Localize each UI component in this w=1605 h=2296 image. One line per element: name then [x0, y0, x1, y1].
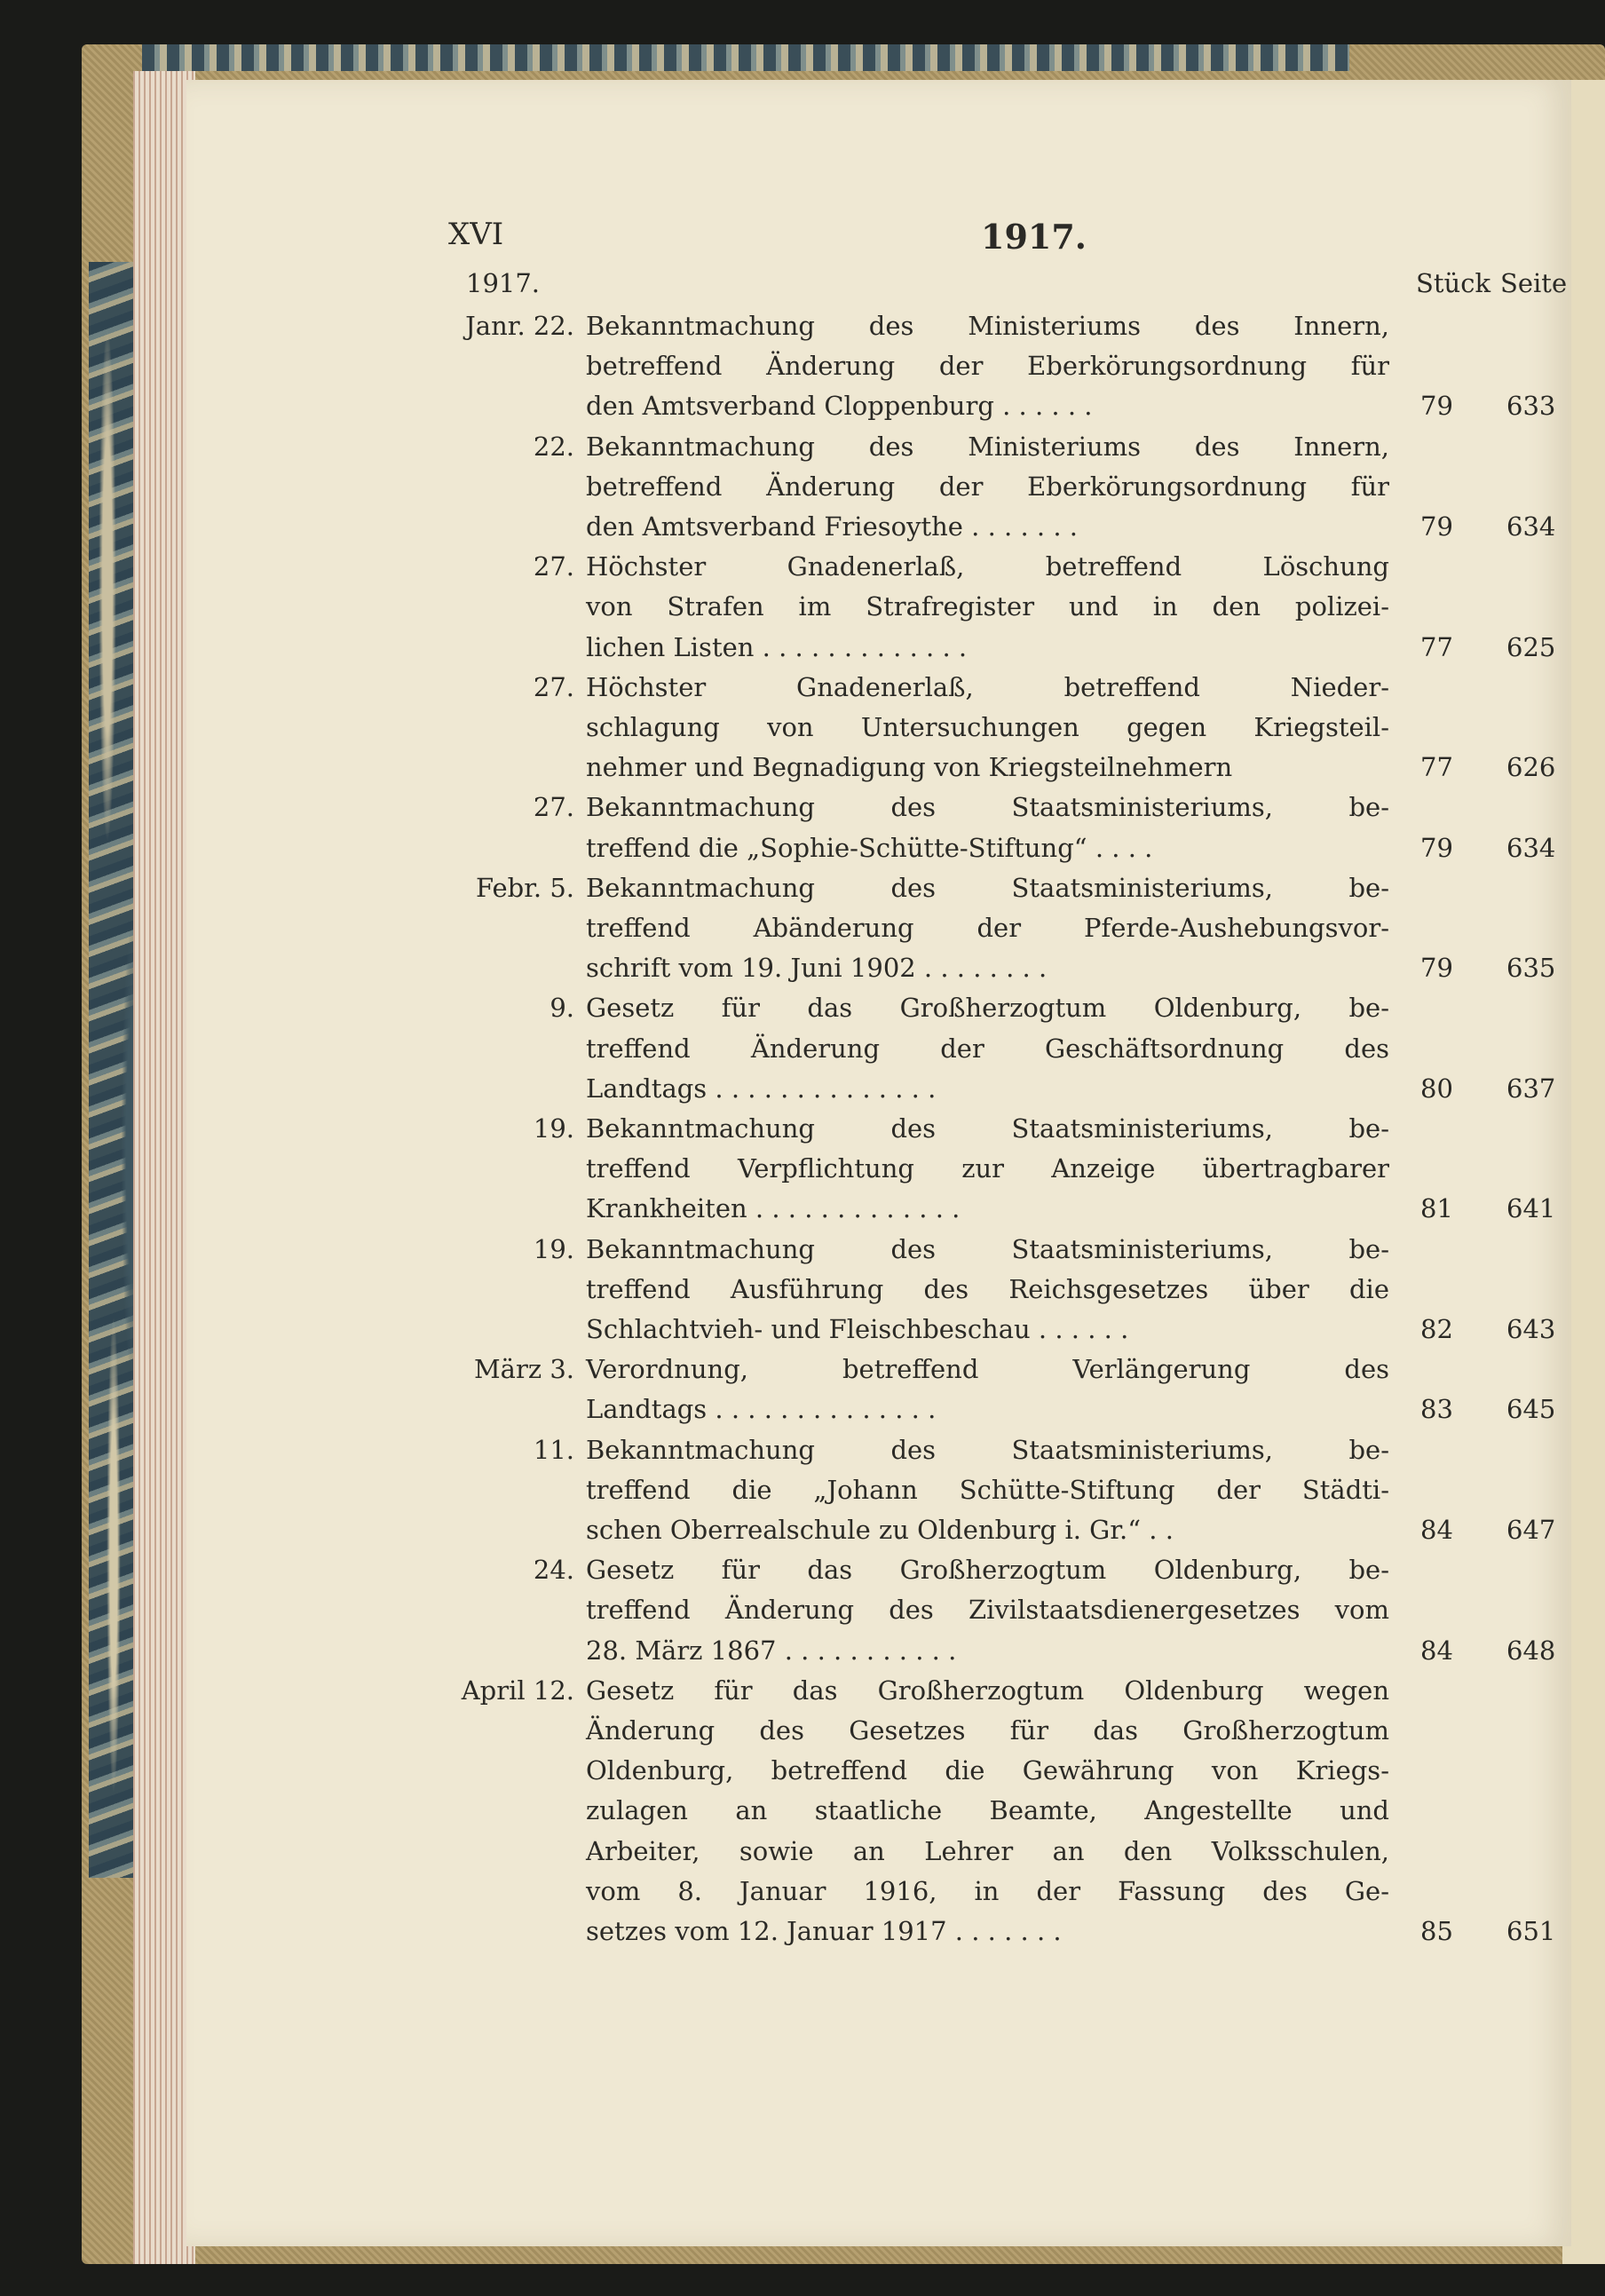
page-title: 1917. — [981, 217, 1087, 257]
entry-line — [448, 792, 1605, 831]
entry-text: treffend Verpflichtung zur Anzeige übertragbarer — [586, 1153, 1389, 1184]
entry-text: treffend die „Johann Schütte-Stiftung der Städti- — [586, 1474, 1389, 1505]
entry-text: Verordnung, betreffend Verlängerung des — [586, 1354, 1389, 1385]
entry-line — [448, 1555, 1605, 1594]
entry-text: Gesetz für das Großherzogtum Oldenburg, be- — [586, 1555, 1389, 1586]
entry-text: betreffend Änderung der Eberkörungsordnung für — [586, 351, 1389, 382]
entry-stueck: 77 — [1420, 631, 1453, 662]
entry-line — [448, 833, 1605, 872]
entry-text: schrift vom 19. Juni 1902 . . . . . . . . — [586, 953, 1048, 984]
entry-date: 27. — [533, 792, 574, 823]
entry-stueck: 79 — [1420, 953, 1453, 984]
entry-line — [448, 431, 1605, 471]
entry-line — [448, 1595, 1605, 1634]
entry-line — [448, 1394, 1605, 1433]
running-header — [448, 217, 1443, 261]
entry-text: Landtags . . . . . . . . . . . . . . — [586, 1394, 937, 1425]
entry-text: lichen Listen . . . . . . . . . . . . . — [586, 631, 968, 662]
entry-seite: 645 — [1506, 1394, 1556, 1425]
entry-text: Änderung des Gesetzes für das Großherzogtum — [586, 1714, 1389, 1746]
entry-line — [448, 1876, 1605, 1915]
entry-text: Bekanntmachung des Staatsministeriums, be- — [586, 872, 1389, 903]
entry-line — [448, 1515, 1605, 1554]
entry-line — [448, 752, 1605, 791]
entry-date: April 12. — [461, 1674, 574, 1706]
entry-line — [448, 1033, 1605, 1073]
column-header — [448, 268, 1605, 304]
entry-date: 27. — [533, 671, 574, 702]
entry-date: Febr. 5. — [475, 872, 574, 903]
entry-date: 11. — [533, 1434, 574, 1465]
entry-seite: 634 — [1506, 511, 1556, 542]
page-number: XVI — [448, 217, 504, 252]
entry-line — [448, 1795, 1605, 1834]
entry-text: Bekanntmachung des Ministeriums des Innern, — [586, 311, 1389, 341]
column-year: 1917. — [466, 268, 541, 298]
entry-text: Bekanntmachung des Staatsministeriums, be- — [586, 1233, 1389, 1264]
entry-stueck: 84 — [1420, 1635, 1453, 1666]
entry-line — [448, 993, 1605, 1032]
entry-seite: 634 — [1506, 832, 1556, 863]
entry-text: Bekanntmachung des Staatsministeriums, be- — [586, 1434, 1389, 1465]
page-content — [266, 0, 1568, 2296]
entry-line — [448, 913, 1605, 952]
entry-line — [448, 873, 1605, 912]
entry-line — [448, 1073, 1605, 1112]
entry-text: den Amtsverband Friesoythe . . . . . . . — [586, 511, 1079, 542]
entry-text: Oldenburg, betreffend die Gewährung von Kriegs- — [586, 1755, 1389, 1786]
entry-stueck: 77 — [1420, 752, 1453, 783]
entry-date: 19. — [533, 1233, 574, 1264]
entry-line — [448, 351, 1605, 390]
column-stueck: Stück — [1416, 268, 1491, 298]
entry-text: schen Oberrealschule zu Oldenburg i. Gr.“ . . — [586, 1514, 1174, 1545]
entry-text: zulagen an staatliche Beamte, Angestellte und — [586, 1795, 1389, 1826]
entry-text: Bekanntmachung des Staatsministeriums, be- — [586, 1113, 1389, 1144]
entry-text: Bekanntmachung des Ministeriums des Innern, — [586, 431, 1389, 462]
entry-text: den Amtsverband Cloppenburg . . . . . . — [586, 391, 1093, 422]
entry-text: Bekanntmachung des Staatsministeriums, be- — [586, 792, 1389, 823]
entry-stueck: 79 — [1420, 832, 1453, 863]
entry-line — [448, 511, 1605, 550]
entry-line — [448, 672, 1605, 711]
entry-stueck: 80 — [1420, 1073, 1453, 1104]
entry-text: Gesetz für das Großherzogtum Oldenburg, be- — [586, 993, 1389, 1024]
entry-text: Höchster Gnadenerlaß, betreffend Löschung — [586, 551, 1389, 582]
entry-line — [448, 1715, 1605, 1754]
entry-date: März 3. — [473, 1354, 574, 1385]
entry-date: 24. — [533, 1555, 574, 1586]
entry-text: treffend Änderung des Zivilstaatsdienergesetzes vom — [586, 1595, 1389, 1626]
entry-line — [448, 1916, 1605, 1955]
entry-stueck: 84 — [1420, 1514, 1453, 1545]
entry-text: setzes vom 12. Januar 1917 . . . . . . . — [586, 1915, 1062, 1946]
entry-stueck: 85 — [1420, 1915, 1453, 1946]
entry-line — [448, 1314, 1605, 1353]
entry-text: Schlachtvieh- und Fleischbeschau . . . . . . — [586, 1313, 1129, 1344]
entry-line — [448, 551, 1605, 590]
entry-stueck: 79 — [1420, 391, 1453, 422]
entry-line — [448, 1755, 1605, 1794]
entry-text: von Strafen im Strafregister und in den polizei- — [586, 591, 1389, 622]
entry-stueck: 81 — [1420, 1193, 1453, 1224]
entry-line — [448, 1193, 1605, 1232]
entry-text: treffend Abänderung der Pferde-Aushebungsvor- — [586, 912, 1389, 943]
entry-stueck: 79 — [1420, 511, 1453, 542]
entry-line — [448, 311, 1605, 350]
entry-seite: 635 — [1506, 953, 1556, 984]
entry-stueck: 82 — [1420, 1313, 1453, 1344]
entry-seite: 651 — [1506, 1915, 1556, 1946]
entry-text: vom 8. Januar 1916, in der Fassung des Ge- — [586, 1875, 1389, 1906]
entry-seite: 625 — [1506, 631, 1556, 662]
entry-seite: 643 — [1506, 1313, 1556, 1344]
entry-text: betreffend Änderung der Eberkörungsordnung für — [586, 471, 1389, 502]
entry-text: Höchster Gnadenerlaß, betreffend Nieder- — [586, 671, 1389, 702]
entry-date: Janr. 22. — [465, 311, 574, 341]
entry-line — [448, 1234, 1605, 1273]
entry-text: treffend Änderung der Geschäftsordnung des — [586, 1033, 1389, 1064]
entry-line — [448, 1354, 1605, 1393]
entry-seite: 648 — [1506, 1635, 1556, 1666]
entry-seite: 641 — [1506, 1193, 1556, 1224]
entry-text: Krankheiten . . . . . . . . . . . . . — [586, 1193, 961, 1224]
entry-text: treffend die „Sophie-Schütte-Stiftung“ . . . . — [586, 832, 1153, 863]
entry-line — [448, 1475, 1605, 1514]
entry-text: treffend Ausführung des Reichsgesetzes über die — [586, 1273, 1389, 1304]
entry-seite: 647 — [1506, 1514, 1556, 1545]
entry-text: Landtags . . . . . . . . . . . . . . — [586, 1073, 937, 1104]
entry-date: 19. — [533, 1113, 574, 1144]
entry-text: Arbeiter, sowie an Lehrer an den Volksschulen, — [586, 1835, 1389, 1866]
entry-seite: 637 — [1506, 1073, 1556, 1104]
entry-line — [448, 1435, 1605, 1474]
entry-line — [448, 712, 1605, 751]
entry-line — [448, 953, 1605, 992]
entry-text: nehmer und Begnadigung von Kriegsteilnehmern — [586, 752, 1233, 783]
entry-text: Gesetz für das Großherzogtum Oldenburg wegen — [586, 1674, 1389, 1706]
entry-text: schlagung von Untersuchungen gegen Kriegsteil- — [586, 711, 1389, 742]
entry-date: 9. — [549, 993, 574, 1024]
entry-text: 28. März 1867 . . . . . . . . . . . — [586, 1635, 957, 1666]
entry-line — [448, 1274, 1605, 1313]
entry-line — [448, 632, 1605, 671]
entry-line — [448, 471, 1605, 511]
column-seite: Seite — [1500, 268, 1568, 298]
entry-line — [448, 1635, 1605, 1674]
entry-date: 22. — [533, 431, 574, 462]
entry-stueck: 83 — [1420, 1394, 1453, 1425]
entry-seite: 626 — [1506, 752, 1556, 783]
entry-line — [448, 1836, 1605, 1875]
entry-date: 27. — [533, 551, 574, 582]
entry-line — [448, 1675, 1605, 1714]
entry-line — [448, 1153, 1605, 1192]
entry-line — [448, 391, 1605, 430]
entry-line — [448, 1113, 1605, 1152]
entry-line — [448, 591, 1605, 630]
entry-seite: 633 — [1506, 391, 1556, 422]
